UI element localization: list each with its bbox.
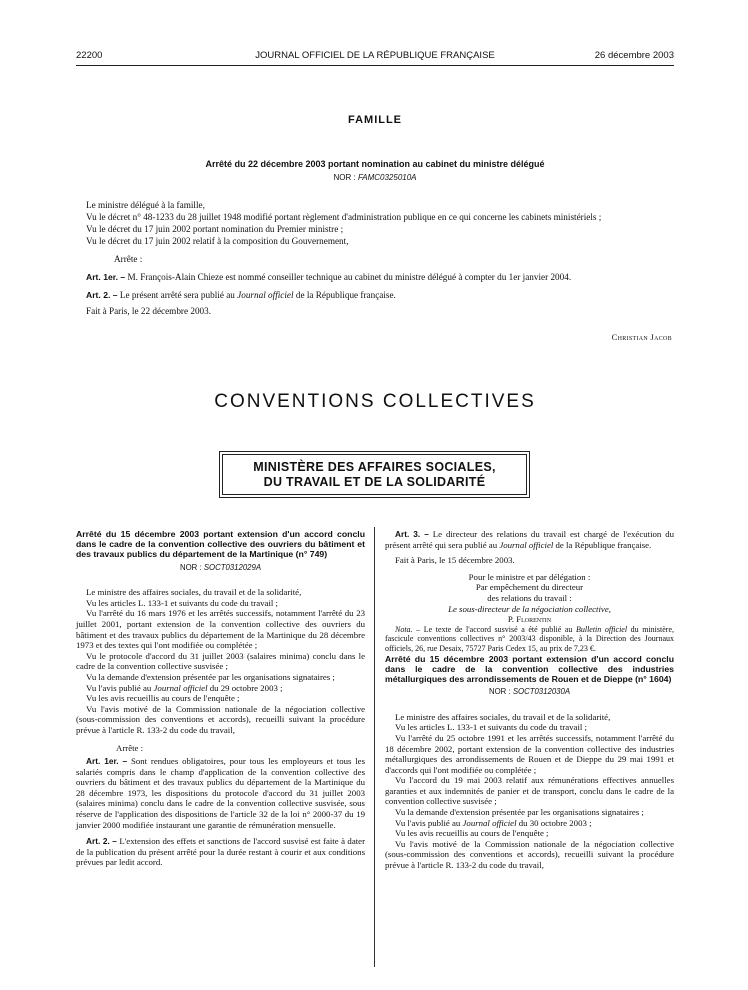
visa-line: Vu le décret n° 48-1233 du 28 juillet 1948 modifié portant règlement d'administration publique en ce qui concerne les cabinets ministériels ; <box>86 212 602 222</box>
decree-title-martinique: Arrêté du 15 décembre 2003 portant extension d'un accord conclu dans le cadre de la convention collective des ouvriers du bâtiment et des travaux publics du département de la Martinique (n° 749) <box>76 529 365 560</box>
ministry-box <box>219 451 530 498</box>
visa-line: Vu l'accord du 19 mai 2003 relatif aux rémunérations effectives annuelles garanties et aux indemnités de panier et de transport, conclu dans le cadre de la convention collective susvisée ; <box>385 775 674 807</box>
section-heading-famille: FAMILLE <box>347 114 403 126</box>
nota <box>385 625 674 654</box>
column-divider <box>374 527 375 967</box>
fait-a-paris: Fait à Paris, le 15 décembre 2003. <box>395 555 515 566</box>
article-text: L'extension des effets et sanctions de l'accord susvisé est faite à dater de la publication du présent arrêté pour la durée restant à courir et aux conditions prévues par ledit accord. <box>76 836 365 868</box>
visa-text: Vu l'avis publié au <box>86 682 152 693</box>
visa-text: du 29 octobre 2003 ; <box>209 682 283 693</box>
famille-decree-body <box>76 199 674 317</box>
visa-line: Vu les articles L. 133-1 et suivants du code du travail ; <box>86 597 278 608</box>
article-1 <box>76 756 365 830</box>
fait-a-paris: Fait à Paris, le 22 décembre 2003. <box>86 306 212 316</box>
article-text: Le directeur des relations du travail est chargé de l'exécution du présent arrêté qui sera publié au <box>385 529 675 550</box>
visa-line: Vu l'arrêté du 16 mars 1976 et les arrêtés successifs, notamment l'arrêté du 23 juillet 2001, portant extension de la convention collective des ouvriers du bâtiment et des travaux publics du département de la Martinique du 28 décembre 1973 et des textes qui l'ont modifiée ou complétée ; <box>76 608 365 651</box>
visa-line: Vu l'avis motivé de la Commission nationale de la négociation collective (sous-commission des conventions et accords), recueilli suivant la procédure prévue à l'article R. 133-2 du code du travail, <box>76 703 365 735</box>
visa-line: Vu le protocole d'accord du 31 juillet 2003 (salaires minima) conclu dans le cadre de la convention collective susvisée ; <box>76 650 365 672</box>
delegation-block <box>385 572 674 625</box>
arrete-line: Arrête : <box>114 254 143 264</box>
visa-text: du 30 octobre 2003 ; <box>518 817 592 828</box>
delegation-line: Le sous-directeur de la négociation collective, <box>448 603 611 614</box>
nor-code: FAMC0325010A <box>357 173 417 182</box>
signature-florentin: P. Florentin <box>507 614 552 625</box>
journal-title: JOURNAL OFFICIEL DE LA RÉPUBLIQUE FRANÇAISE <box>255 50 495 61</box>
decree2-nor <box>385 687 674 698</box>
article-1 <box>76 271 674 283</box>
article-text: M. François-Alain Chieze est nommé conseiller technique au cabinet du ministre délégué à compter du 1er janvier 2004. <box>127 272 572 282</box>
journal-officiel-ref: Journal officiel <box>499 539 554 550</box>
article-label: Art. 2. – <box>86 836 117 847</box>
journal-officiel-ref: Journal officiel <box>153 682 208 693</box>
arrete-line: Arrête : <box>116 742 144 753</box>
article-text: de la République française. <box>295 290 396 300</box>
article-label: Art. 3. – <box>395 529 429 539</box>
visa-line: Vu le décret du 17 juin 2002 relatif à la composition du Gouvernement, <box>86 236 349 246</box>
journal-officiel-ref: Journal officiel <box>462 817 517 828</box>
visa-text: Vu l'avis publié au <box>395 817 461 828</box>
visa-line: Vu l'arrêté du 25 octobre 1991 et les arrêtés successifs, notamment l'arrêté du 18 décembre 2002, portant extension de la convention collective des industries métallurgiques des arrondissements de Rouen et de Dieppe du 29 mai 1991 et d'accords qui l'ont modifiée ou complétée ; <box>385 732 674 775</box>
article-3 <box>385 529 674 550</box>
article-text: de la République française. <box>555 539 652 550</box>
visa-line: Vu le décret du 17 juin 2002 portant nomination du Premier ministre ; <box>86 224 344 234</box>
article-label: Art. 1er. – <box>86 272 126 282</box>
ministry-line-1: MINISTÈRE DES AFFAIRES SOCIALES, <box>253 460 496 474</box>
decree1-nor <box>76 563 365 574</box>
visa-line <box>385 818 674 829</box>
ministry-box-inner <box>222 454 527 495</box>
delegation-line: Pour le ministre et par délégation : <box>468 571 591 582</box>
nor-code: SOCT0312029A <box>203 562 262 572</box>
journal-officiel-ref: Journal officiel <box>237 290 294 300</box>
nota-label: Nota. <box>395 624 413 634</box>
delegation-line: des relations du travail : <box>487 592 572 603</box>
section-heading-conventions: CONVENTIONS COLLECTIVES <box>214 391 536 412</box>
visa-line: Vu la demande d'extension présentée par les organisations signataires ; <box>395 807 644 818</box>
visa-line: Vu l'avis motivé de la Commission nationale de la négociation collective (sous-commission des conventions et accords), recueilli suivant la procédure prévue à l'article R. 133-2 du code du travail, <box>385 838 674 871</box>
issue-date: 26 décembre 2003 <box>594 50 674 61</box>
visa-line: Vu les avis recueillis au cours de l'enquête ; <box>395 828 549 839</box>
visa-line: Vu les avis recueillis au cours de l'enquête ; <box>86 693 240 704</box>
nor-code: SOCT0312030A <box>512 687 571 697</box>
page-number: 22200 <box>76 50 103 61</box>
famille-nor <box>76 173 674 182</box>
delegation-line: Par empêchement du directeur <box>475 582 584 593</box>
ministry-line-2: DU TRAVAIL ET DE LA SOLIDARITÉ <box>263 475 486 489</box>
nota-text: – Le texte de l'accord susvisé a été publié au <box>416 624 573 634</box>
bulletin-officiel-ref: Bulletin officiel <box>575 624 628 634</box>
visa-line: Le ministre des affaires sociales, du travail et de la solidarité, <box>395 711 611 722</box>
visa-line: Le ministre délégué à la famille, <box>86 200 205 210</box>
visa-line: Vu la demande d'extension présentée par les organisations signataires ; <box>86 671 335 682</box>
nota-text: du ministère, fascicule conventions collectives n° 2003/43 disponible, à la Direction des Journaux officiels, 26, rue Desaix, 75727 Paris Cedex 15, au prix de 7,23 €. <box>385 624 675 653</box>
decree-title-rouen-dieppe: Arrêté du 15 décembre 2003 portant extension d'un accord conclu dans le cadre de la convention collective des industries métallurgiques des arrondissements de Rouen et de Dieppe (n° 1604) <box>385 653 674 684</box>
famille-decree-title: Arrêté du 22 décembre 2003 portant nomination au cabinet du ministre délégué <box>205 159 545 169</box>
signature-christian-jacob: Christian Jacob <box>611 332 672 342</box>
header-rule <box>76 65 674 66</box>
visa-line: Le ministre des affaires sociales, du travail et de la solidarité, <box>86 587 302 598</box>
article-text: Le présent arrêté sera publié au <box>119 290 235 300</box>
nor-label: NOR : <box>333 173 356 182</box>
article-label: Art. 1er. – <box>86 756 128 767</box>
article-2 <box>76 836 365 868</box>
right-column <box>385 529 674 871</box>
visa-line: Vu les articles L. 133-1 et suivants du code du travail ; <box>395 722 587 733</box>
article-text: Sont rendues obligatoires, pour tous les employeurs et tous les salariés compris dans le champ d'application de la convention collective des ouvriers du bâtiment et des travaux publics du département de la Martinique du 28 décembre 1973, les dispositions du protocole d'accord du 31 juillet 2003 (salaires minima) conclu dans le cadre de la convention collective susvisée, sous réserve de l'application des dispositions de l'article 32 de la loi n° 2000-37 du 19 janvier 2000 modifiée instaurant une garantie de rémunération mensuelle. <box>76 756 366 830</box>
article-2 <box>76 289 674 301</box>
nor-label: NOR : <box>179 562 202 572</box>
article-label: Art. 2. – <box>86 290 118 300</box>
nor-label: NOR : <box>488 687 511 697</box>
visa-line <box>76 683 365 694</box>
left-column <box>76 529 365 868</box>
running-header <box>76 50 674 64</box>
